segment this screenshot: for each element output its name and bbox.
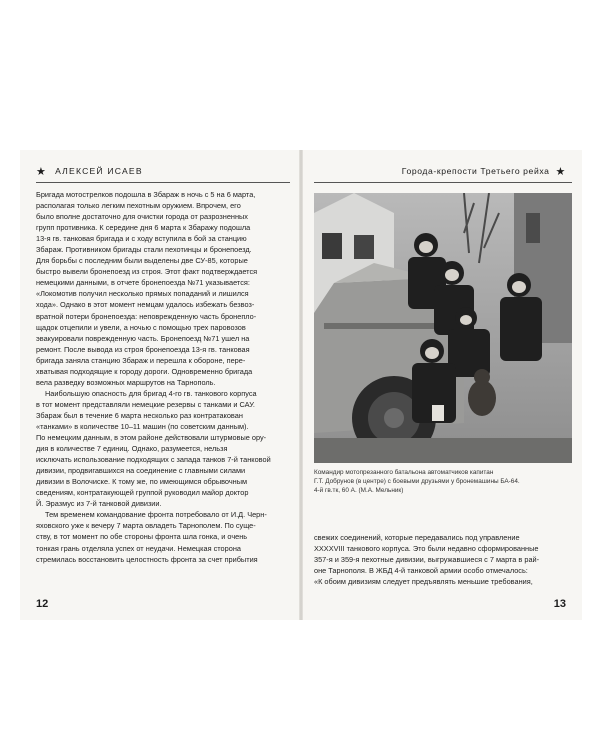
text-line: сведениям, контратакующей группой руководил майор доктор bbox=[36, 488, 249, 498]
text-line: Й. Эразмус из 7-й танковой дивизии. bbox=[36, 499, 162, 509]
text-line: быстро вывели бронепоезд из строя. Этот факт подтверждается bbox=[36, 267, 258, 277]
historical-photo bbox=[314, 193, 572, 463]
text-line: было вполне достаточно для очистки города от разрозненных bbox=[36, 212, 248, 222]
text-line: свежих соединений, которые передавались под управление bbox=[314, 533, 520, 542]
text-line: бригада заняла станцию Збараж и перешла к обороне, пере- bbox=[36, 355, 246, 365]
text-line: вратной потери бронепоезда: неповрежденную часть бронепло- bbox=[36, 311, 257, 321]
text-line: располагая только легким пехотным оружием. Впрочем, его bbox=[36, 201, 241, 211]
header-rule bbox=[36, 182, 290, 183]
star-icon: ★ bbox=[36, 166, 48, 178]
right-page bbox=[302, 150, 582, 620]
text-line: Тем временем командование фронта потребовало от И.Д. Черн- bbox=[45, 510, 267, 520]
text-line: в тот момент представляли немецкие резервы с танками и САУ. bbox=[36, 399, 255, 409]
right-page-header bbox=[402, 165, 566, 179]
text-line: немецкими данными, в отчете бронепоезда №71 указывается: bbox=[36, 278, 250, 288]
text-line: дивизии в Волочиске. К тому же, по имеющимся обрывочным bbox=[36, 477, 248, 487]
text-line: щадок отцепили и увели, а ночью с помощью трех паровозов bbox=[36, 322, 246, 332]
caption-line: Командир мотопрезанного батальона автоматчиков капитан bbox=[314, 469, 494, 476]
text-line: «К обоим дивизиям следует предъявлять меньшие требования, bbox=[314, 577, 533, 587]
book-title: Города-крепости Третьего рейха bbox=[401, 166, 550, 176]
text-line: 357-я и 359-я пехотные дивизии, выгружавшиеся с 7 марта в рай- bbox=[314, 555, 540, 565]
text-line: хода». Однако в этот момент немцам удалось избежать безвоз- bbox=[36, 300, 255, 310]
text-line: тонкая грань отделяла успех от неудачи. Немецкая сторона bbox=[36, 543, 241, 553]
text-line: Для борьбы с последним были выделены две СУ-85, которые bbox=[36, 256, 248, 266]
text-line: эвакуировали поврежденную часть. Бронепоезд №71 ушел на bbox=[36, 333, 250, 343]
soldiers-armored-car-photo bbox=[314, 193, 572, 463]
text-line: Збараж был в течение 6 марта несколько раз контратакован bbox=[36, 410, 243, 420]
text-line: стремилась восстановить целостность фронта за счет прибытия bbox=[36, 554, 258, 564]
text-line: ремонт. После вывода из строя бронепоезда 13-я гв. танковая bbox=[36, 344, 250, 354]
text-line: Збараж. Противником бригады стали пехотинцы и бронепоезд. bbox=[36, 245, 252, 255]
text-line: «танками» в количестве 10–11 машин (по советским данным). bbox=[36, 421, 249, 431]
text-line: вела разведку возможных маршрутов на Тарнополь. bbox=[36, 377, 216, 387]
photo-caption bbox=[314, 468, 572, 496]
left-page-body bbox=[36, 189, 294, 565]
left-page bbox=[20, 150, 300, 620]
text-line: исключать использование подходящих с запада танков 7-й танковой bbox=[36, 455, 271, 465]
caption-line: 4-й гв.тк, 60 А. (М.А. Мельник) bbox=[314, 487, 404, 495]
author-name: АЛЕКСЕЙ ИСАЕВ bbox=[55, 166, 143, 176]
page-number: 13 bbox=[553, 598, 566, 610]
header-rule bbox=[314, 182, 572, 183]
text-line: ству, в тот момент по обе стороны фронта шла гонка, и очень bbox=[36, 532, 248, 542]
text-line: Наибольшую опасность для бригад 4-го гв. танкового корпуса bbox=[45, 388, 257, 398]
text-line: По немецким данным, в этом районе действовали штурмовые ору- bbox=[36, 433, 267, 443]
star-icon: ★ bbox=[555, 166, 566, 178]
text-line: дия в количестве 7 единиц. Однако, разумеется, нельзя bbox=[36, 444, 228, 454]
page-number: 12 bbox=[36, 598, 49, 610]
text-line: XXXXVIII танкового корпуса. Это были недавно сформированные bbox=[314, 544, 539, 554]
text-line: дивизии, продвигавшихся на соединение с главными силами bbox=[36, 466, 246, 476]
text-line: групп противника. К середине дня 6 марта к Збаражу подошла bbox=[36, 223, 251, 233]
left-page-header bbox=[36, 165, 143, 179]
text-line: яховского уже к вечеру 7 марта овладеть Тарнополем. По суще- bbox=[36, 521, 256, 531]
text-line: хватывая подходящие к городу дороги. Одновременно бригада bbox=[36, 366, 253, 376]
text-line: «Локомотив получил несколько прямых попаданий и лишился bbox=[36, 289, 249, 299]
text-line: 13-я гв. танковая бригада и с ходу вступила в бой за станцию bbox=[36, 234, 247, 244]
text-line: оне Тарнополя. В ЖБД 4-й танковой армии особо отмечалось: bbox=[314, 566, 528, 576]
caption-line: Г.Т. Добрунов (в центре) с боевыми друзьями у бронемашины БА-64. bbox=[314, 478, 520, 486]
right-page-body bbox=[314, 532, 576, 587]
text-line: Бригада мотострелков подошла в Збараж в ночь с 5 на 6 марта, bbox=[36, 190, 256, 199]
book-spread bbox=[20, 150, 582, 620]
